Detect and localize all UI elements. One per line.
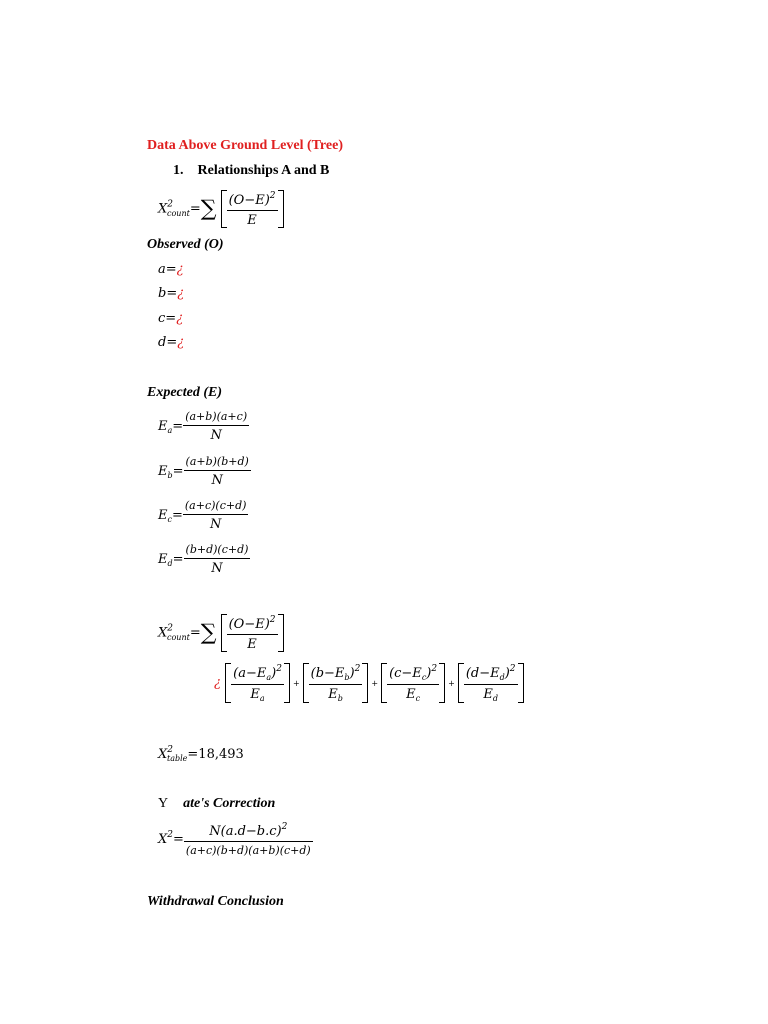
oe-sup: 2 — [269, 190, 276, 201]
chi-sup: 2 — [167, 830, 173, 840]
observed-var: d — [158, 335, 167, 350]
expected-numerator: (b+d)(c+d) — [185, 543, 249, 556]
term-den-sub: c — [415, 693, 421, 703]
term-sup: 2 — [509, 663, 516, 674]
sum-symbol: ∑ — [200, 620, 217, 646]
expected-var: E — [158, 552, 168, 567]
chi-count-formula: $X^2_{count}=\sum$ $\frac{(O-E)^2}{E}$ — [158, 190, 284, 228]
term-numerator: (d−E — [465, 665, 500, 681]
yates-numerator: N(a.d−b.c) — [209, 824, 282, 839]
observed-value: ¿ — [176, 262, 184, 277]
observed-row-b: b=¿ — [158, 286, 185, 301]
chi-sup: 2 — [167, 199, 173, 210]
expected-var: E — [158, 419, 168, 434]
yates-sup: 2 — [281, 822, 288, 832]
yates-formula: $X^2=$ $\frac{N(a.d-b.c)^2}{(a+c)(b+d)(a+b)(c+d)}$ — [158, 822, 311, 857]
term-sup: 2 — [354, 663, 361, 674]
term-sub: a — [266, 672, 272, 682]
term-denominator: E — [250, 686, 260, 702]
chi-count-formula-2: $X^2_{count}=\sum$ $\frac{(O-E)^2}{E}$ — [158, 614, 284, 652]
term-numerator: (c−E — [389, 665, 422, 681]
expected-numerator: (a+c)(c+d) — [184, 499, 247, 512]
expected-row-c: $E_c=$ $\frac{(a+c)(c+d)}{N}$ — [158, 499, 247, 532]
oe-denominator: E — [227, 634, 278, 652]
expected-sub: a — [167, 426, 173, 435]
section-label: Relationships A and B — [197, 163, 330, 178]
term-sup: 2 — [431, 663, 438, 674]
expected-denominator: N — [183, 425, 249, 443]
term-den-sub: b — [337, 693, 343, 703]
yates-heading — [158, 796, 275, 812]
expected-var: E — [158, 508, 168, 523]
oe-sup: 2 — [269, 614, 276, 625]
chi-symbol: X — [158, 201, 168, 217]
chi-symbol: X — [158, 747, 168, 762]
chi-symbol: X — [158, 832, 168, 847]
term-sup: 2 — [276, 663, 282, 674]
expected-numerator: (a+b)(b+d) — [185, 455, 249, 468]
conclusion-heading: Withdrawal Conclusion — [147, 894, 284, 909]
observed-row-d: d=¿ — [158, 335, 185, 350]
oe-numerator: (O−E) — [228, 192, 270, 208]
observed-heading: Observed (O) — [147, 237, 224, 252]
term-sub: b — [344, 672, 350, 682]
expected-denominator: N — [184, 470, 251, 488]
chi-sup: 2 — [167, 745, 173, 755]
expected-sub: c — [167, 515, 172, 524]
observed-row-a: a=¿ — [158, 262, 184, 277]
observed-row-c: c=¿ — [158, 311, 184, 326]
term-den-sub: a — [259, 693, 265, 703]
yates-prefix: Y — [158, 796, 168, 811]
observed-var: a — [158, 262, 166, 277]
expected-row-b: $E_b=$ $\frac{(a+b)(b+d)}{N}$ — [158, 455, 249, 488]
expected-var: E — [158, 464, 168, 479]
term-den-sub: d — [492, 693, 498, 703]
expected-denominator: N — [184, 558, 251, 576]
chi-sub-count: count — [167, 632, 190, 642]
chi-sup: 2 — [167, 623, 173, 634]
observed-var: c — [158, 311, 166, 326]
observed-var: b — [158, 286, 167, 301]
chi-symbol: X — [158, 625, 168, 641]
document-title: Data Above Ground Level (Tree) — [147, 138, 343, 153]
oe-denominator: E — [227, 210, 278, 228]
expected-numerator: (a+b)(a+c) — [185, 410, 248, 423]
expected-heading: Expected (E) — [147, 385, 223, 400]
term-denominator: E — [328, 686, 338, 702]
chi-sub-table: table — [167, 754, 188, 763]
section-number: 1. — [173, 163, 184, 178]
oe-fraction — [227, 191, 278, 228]
observed-value: ¿ — [177, 335, 185, 350]
expected-sub: b — [167, 471, 173, 480]
chi-table-formula — [158, 745, 244, 763]
term-sub: c — [421, 672, 427, 682]
expected-row-a: $E_a=$ $\frac{(a+b)(a+c)}{N}$ — [158, 410, 248, 443]
expected-sub: d — [167, 559, 173, 568]
term-numerator: (a−E — [233, 665, 267, 681]
term-denominator: E — [406, 686, 416, 702]
expected-denominator: N — [183, 514, 249, 532]
section-heading — [173, 163, 329, 179]
oe-numerator: (O−E) — [228, 616, 270, 632]
yates-denominator: (a+c)(b+d)(a+b)(c+d) — [184, 841, 313, 857]
observed-value: ¿ — [176, 311, 184, 326]
expected-row-d: $E_d=$ $\frac{(b+d)(c+d)}{N}$ — [158, 543, 249, 576]
term-sub: d — [499, 672, 505, 682]
chi-sub-count: count — [167, 208, 190, 218]
yates-heading-text: ate's Correction — [183, 796, 276, 811]
chi-expansion: ¿ $\frac{(a-E_a)^2}{E_a}$ + $\frac{(b-E_b)^2}{E_b}$ + $\frac{(c-E_c)^2}{E_c}$ + $\frac{(d-E_d)^2}{E_d}$ — [214, 663, 524, 703]
term-denominator: E — [483, 686, 493, 702]
expansion-lead: ¿ — [214, 675, 221, 691]
term-numerator: (b−E — [310, 665, 345, 681]
sum-symbol: ∑ — [200, 196, 217, 222]
chi-table-value: =18,493 — [187, 747, 244, 762]
observed-value: ¿ — [177, 286, 185, 301]
